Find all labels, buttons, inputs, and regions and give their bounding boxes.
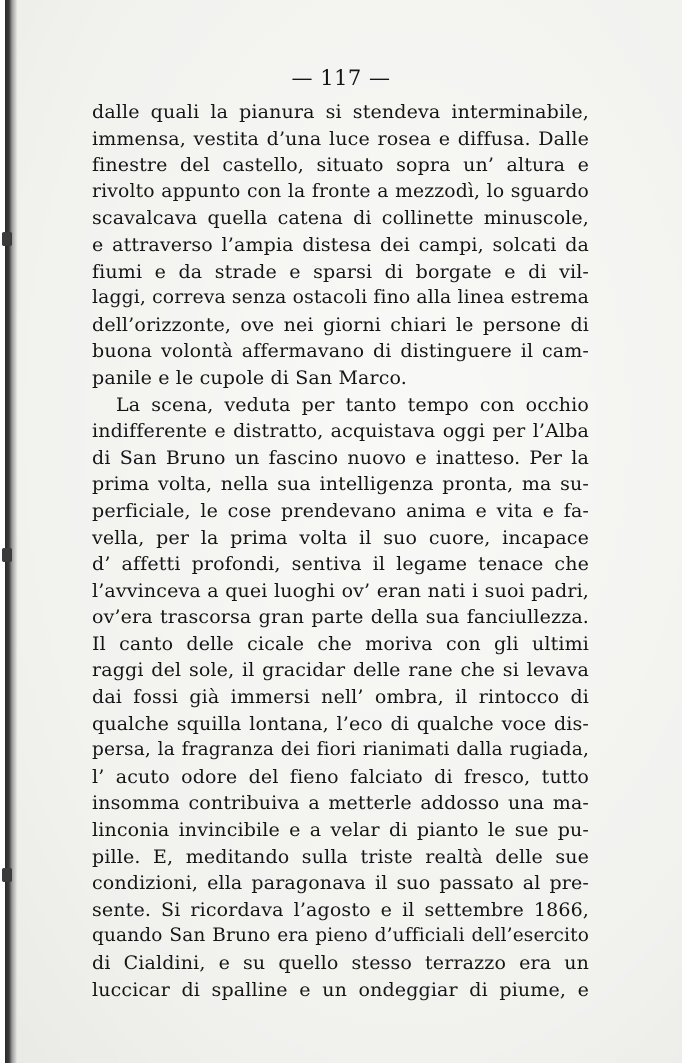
text-line: linconia invincibile e a velar di pianto le sue pu-	[92, 819, 589, 842]
text-line: d’ affetti profondi, sentiva il legame tenace che	[92, 553, 589, 576]
text-line: qualche squilla lontana, l’eco di qualche voce dis-	[92, 712, 589, 735]
binding-edge	[0, 0, 18, 1063]
binding-mark	[2, 868, 12, 882]
paragraph-2	[92, 392, 589, 1004]
binding-mark	[2, 548, 12, 562]
text-line: condizioni, ella paragonava il suo passato al pre-	[92, 872, 589, 895]
text-line: rivolto appunto con la fronte a mezzodì, lo sguardo	[92, 180, 589, 202]
text-line: l’ acuto odore del fieno falciato di fresco, tutto	[92, 765, 589, 788]
text-line: raggi del sole, il gracidar delle rane che si levava	[92, 659, 589, 682]
text-line: dalle quali la pianura si stendeva interminabile,	[92, 101, 589, 123]
text-line: finestre del castello, situato sopra un’ altura e	[92, 154, 589, 177]
text-line: persa, la fragranza dei fiori rianimati dalla rugiada,	[92, 739, 589, 761]
text-line: buona volontà affermavano di distinguere il cam-	[92, 340, 589, 363]
text-line: e attraverso l’ampia distesa dei campi, solcati da	[92, 233, 589, 256]
text-line: Il canto delle cicale che moriva con gli ultimi	[92, 632, 589, 655]
text-line: quando San Bruno era pieno d’ufficiali dell’esercito	[92, 925, 589, 947]
binding-mark	[2, 232, 12, 246]
paragraph-1	[92, 99, 589, 392]
text-line: pille. E, meditando sulla triste realtà delle sue	[92, 845, 589, 868]
text-line: di Cialdini, e su quello stesso terrazzo era un	[92, 952, 589, 974]
text-line: immensa, vestita d’una luce rosea e diffusa. Dalle	[92, 127, 589, 150]
text-line: di San Bruno un fascino nuovo e inatteso. Per la	[92, 446, 589, 469]
text-line: fiumi e da strade e sparsi di borgate e di vil-	[92, 260, 589, 283]
text-line: laggi, correva senza ostacoli fino alla linea estrema	[92, 287, 589, 309]
text-line: scavalcava quella catena di collinette minuscole,	[92, 207, 589, 230]
text-line: panile e le cupole di San Marco.	[92, 366, 407, 389]
text-line: l’avvinceva a quei luoghi ov’ eran nati i suoi padri,	[92, 579, 589, 602]
body-text	[92, 99, 589, 1003]
text-line: indifferente e distratto, acquistava oggi per l’Alba	[92, 420, 589, 443]
text-line: insomma contribuiva a metterle addosso una ma-	[92, 792, 589, 815]
text-line: prima volta, nella sua intelligenza pronta, ma su-	[92, 473, 589, 496]
text-line: ov’era trascorsa gran parte della sua fanciullezza.	[92, 606, 589, 629]
text-line: perficiale, le cose prendevano anima e vita e fa-	[92, 499, 589, 522]
page-number: — 117 —	[291, 66, 391, 90]
text-line: La scena, veduta per tanto tempo con occhio	[116, 393, 589, 416]
text-line: dai fossi già immersi nell’ ombra, il rintocco di	[92, 686, 589, 709]
text-line: luccicar di spalline e un ondeggiar di piume, e	[92, 978, 589, 1001]
text-line: vella, per la prima volta il suo cuore, incapace	[92, 526, 589, 549]
text-line: dell’orizzonte, ove nei giorni chiari le persone di	[92, 313, 589, 336]
text-line: sente. Si ricordava l’agosto e il settembre 1866,	[92, 898, 589, 921]
